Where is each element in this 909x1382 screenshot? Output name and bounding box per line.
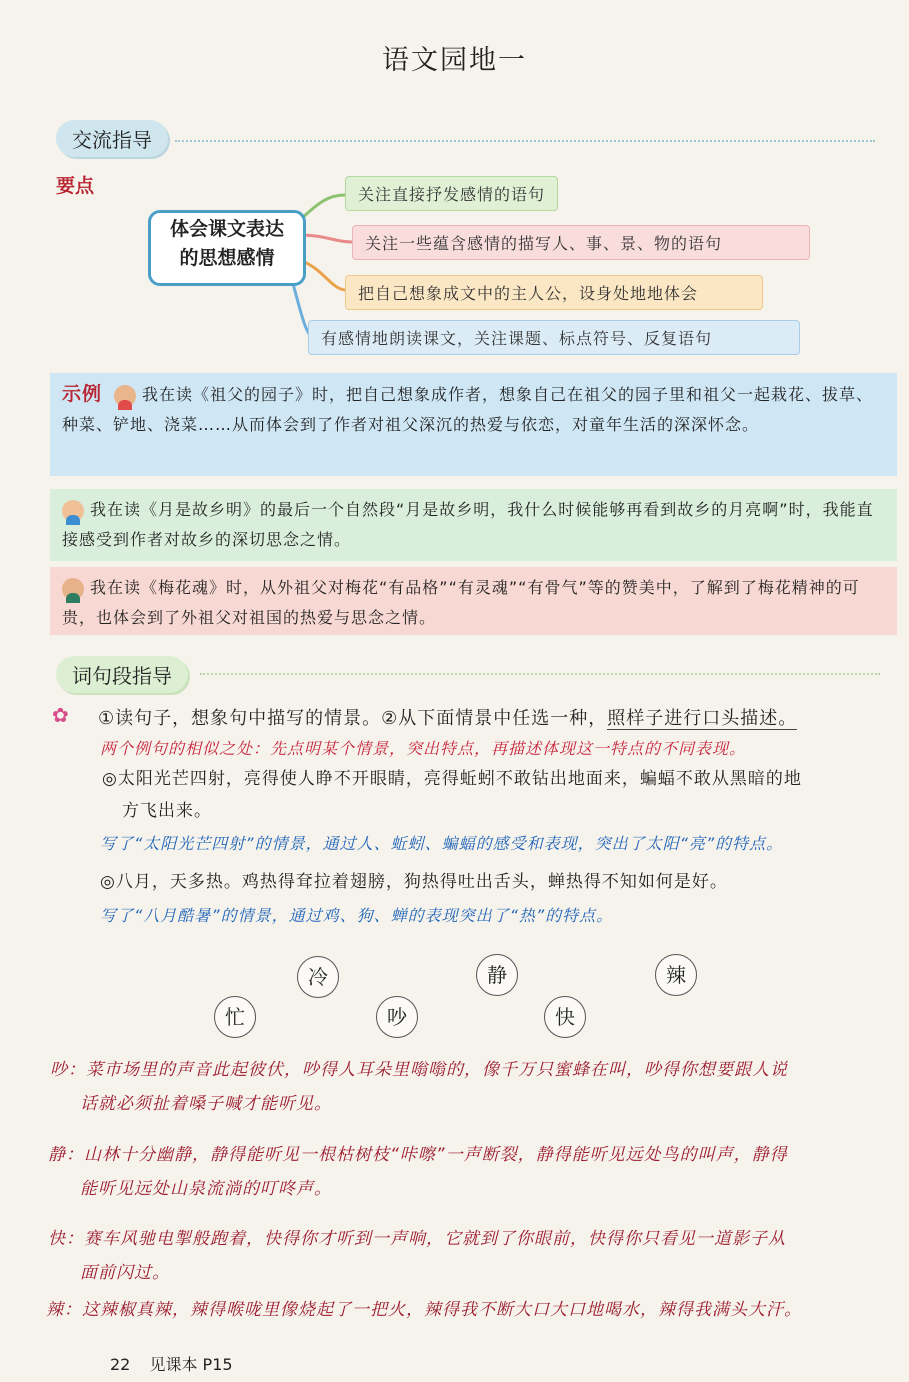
answer-fast-line1: 快：赛车风驰电掣般跑着，快得你才听到一声响，它就到了你眼前，快得你只看见一道影子从	[48, 1229, 786, 1249]
page-number: 22	[110, 1355, 131, 1374]
answer-quiet-line1: 静：山林十分幽静，静得能听见一根枯树枝“咔嚓”一声断裂，静得能听见远处鸟的叫声，静得	[48, 1145, 788, 1165]
mindmap-branch-1: 关注直接抒发感情的语句	[345, 176, 558, 211]
boy-avatar-icon	[62, 500, 84, 522]
example-sentence-2: ◎八月，天多热。鸡热得耷拉着翅膀，狗热得吐出舌头，蝉热得不知如何是好。	[100, 872, 728, 892]
word-circle-fast: 快	[544, 996, 586, 1038]
example-note-1: 写了“太阳光芒四射”的情景，通过人、蚯蚓、蝙蝠的感受和表现，突出了太阳“亮”的特点。	[100, 834, 784, 853]
answer-fast	[48, 1222, 900, 1290]
question-text	[98, 704, 797, 730]
mindmap-center	[148, 210, 306, 286]
word-circle-busy: 忙	[214, 996, 256, 1038]
example-2-text: 我在读《月是故乡明》的最后一个自然段“月是故乡明，我什么时候能够再看到故乡的月亮啊”时，我能直接感受到作者对故乡的深切思念之情。	[62, 500, 874, 549]
mindmap-branch-3: 把自己想象成文中的主人公，设身处地地体会	[345, 275, 763, 310]
section-divider	[175, 140, 875, 142]
girl-avatar-icon	[114, 385, 136, 407]
section-label-exchange: 交流指导	[56, 120, 168, 157]
example-sentence-1	[102, 763, 902, 827]
key-points-label: 要点	[56, 175, 95, 197]
example-1	[50, 373, 897, 476]
mindmap-branch-4: 有感情地朗读课文，关注课题、标点符号、反复语句	[308, 320, 800, 355]
answer-quiet	[48, 1138, 900, 1206]
examples-label: 示例	[62, 383, 103, 405]
question-text-b: 照样子进行口头描述。	[607, 708, 798, 729]
page-footer	[110, 1352, 233, 1375]
section-label-sentences: 词句段指导	[56, 656, 188, 693]
mindmap-center-line2: 的思想感情	[179, 247, 275, 269]
example-2	[50, 489, 897, 561]
answer-noisy-line1: 吵：菜市场里的声音此起彼伏，吵得人耳朵里嗡嗡的，像千万只蜜蜂在叫，吵得你想要跟人说	[50, 1060, 788, 1080]
example-sentence-1-line2: 方飞出来。	[122, 801, 212, 821]
example-3-text: 我在读《梅花魂》时，从外祖父对梅花“有品格”“有灵魂”“有骨气”等的赞美中，了解到了梅花精神的可贵，也体会到了外祖父对祖国的热爱与思念之情。	[62, 578, 860, 627]
example-sentence-1-line1: ◎太阳光芒四射，亮得使人睁不开眼睛，亮得蚯蚓不敢钻出地面来，蝙蝠不敢从黑暗的地	[102, 769, 802, 789]
example-note-2: 写了“八月酷暑”的情景，通过鸡、狗、蝉的表现突出了“热”的特点。	[100, 906, 614, 925]
similarity-note: 两个例句的相似之处：先点明某个情景，突出特点，再描述体现这一特点的不同表现。	[100, 739, 747, 758]
example-3	[50, 567, 897, 635]
mindmap-center-line1: 体会课文表达	[169, 218, 284, 240]
answer-spicy-line1: 辣：这辣椒真辣，辣得喉咙里像烧起了一把火，辣得我不断大口大口地喝水，辣得我满头大汗。	[46, 1300, 802, 1320]
answer-spicy	[46, 1293, 900, 1327]
word-circle-spicy: 辣	[655, 954, 697, 996]
answer-quiet-line2: 能听见远处山泉流淌的叮咚声。	[80, 1179, 332, 1199]
flower-icon: ✿	[52, 703, 69, 727]
word-circle-cold: 冷	[297, 956, 339, 998]
answer-noisy	[50, 1053, 900, 1121]
question-text-a: ①读句子，想象句中描写的情景。②从下面情景中任选一种，	[98, 708, 608, 729]
page-title: 语文园地一	[382, 45, 527, 76]
example-1-text: 我在读《祖父的园子》时，把自己想象成作者，想象自己在祖父的园子里和祖父一起栽花、拔草、种菜、铲地、浇菜……从而体会到了作者对祖父深沉的热爱与依恋，对童年生活的深深怀念。	[62, 385, 874, 434]
answer-fast-line2: 面前闪过。	[80, 1263, 170, 1283]
mindmap-branch-2: 关注一些蕴含感情的描写人、事、景、物的语句	[352, 225, 810, 260]
section-divider-2	[200, 673, 880, 675]
textbook-reference: 见课本 P15	[149, 1355, 233, 1374]
answer-noisy-line2: 话就必须扯着嗓子喊才能听见。	[80, 1094, 332, 1114]
word-circle-noisy: 吵	[376, 996, 418, 1038]
student-avatar-icon	[62, 578, 84, 600]
word-circle-quiet: 静	[476, 954, 518, 996]
